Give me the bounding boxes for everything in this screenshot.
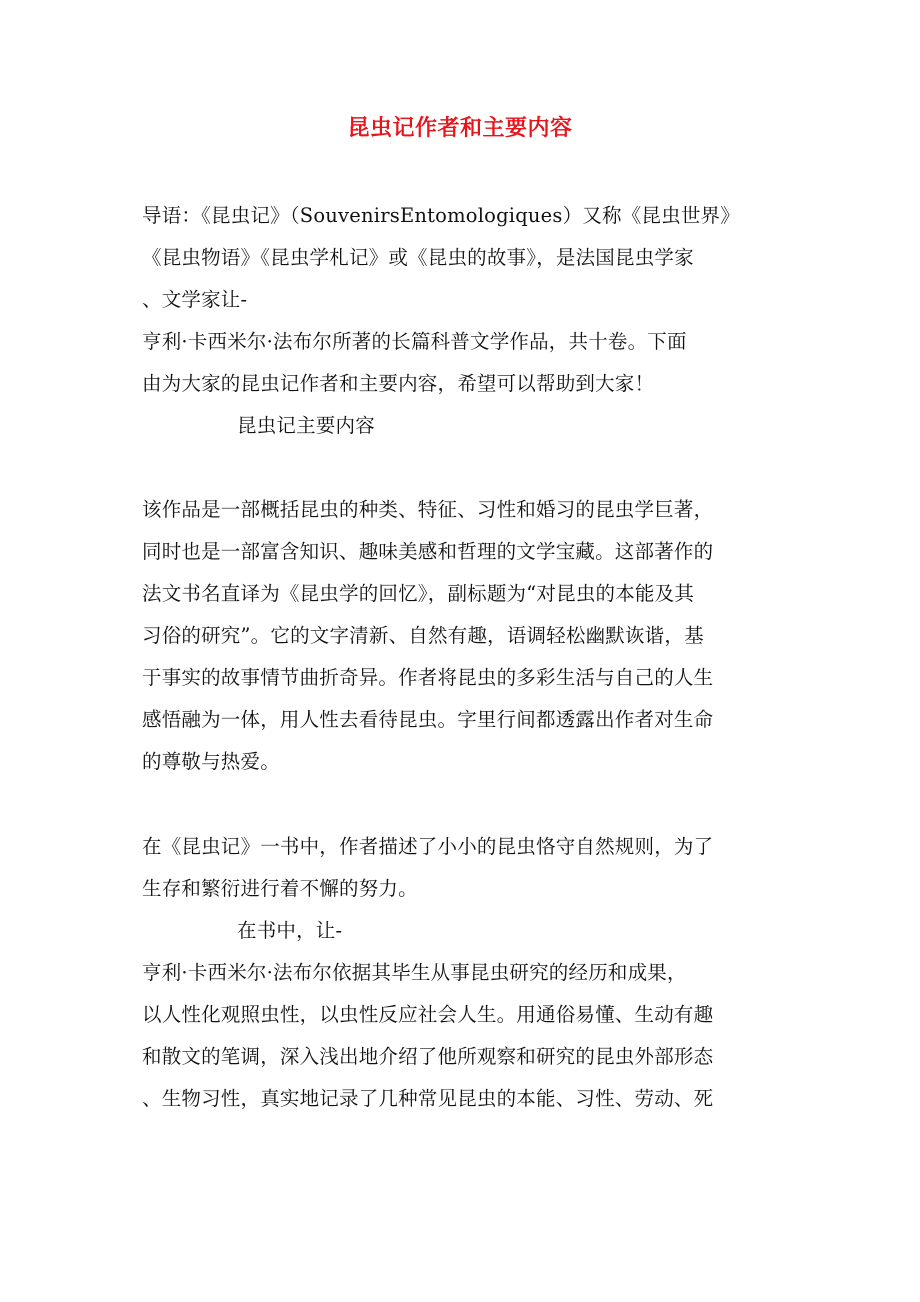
para1-line-6: 感悟融为一体，用人性去看待昆虫。字里行间都透露出作者对生命 bbox=[142, 708, 714, 731]
para2-line-2: 生存和繁衍进行着不懈的努力。 bbox=[142, 877, 418, 900]
para3-line-1: 在书中，让- bbox=[237, 919, 343, 942]
para2-line-1: 在《昆虫记》一书中，作者描述了小小的昆虫恪守自然规则，为了 bbox=[142, 835, 714, 858]
para1-line-7: 的尊敬与热爱。 bbox=[142, 750, 280, 773]
para1-line-2: 同时也是一部富含知识、趣味美感和哲理的文学宝藏。这部著作的 bbox=[142, 540, 714, 563]
intro-line-5: 由为大家的昆虫记作者和主要内容，希望可以帮助到大家！ bbox=[142, 372, 655, 395]
para1-line-5: 于事实的故事情节曲折奇异。作者将昆虫的多彩生活与自己的人生 bbox=[142, 666, 714, 689]
para3-line-5: 、生物习性，真实地记录了几种常见昆虫的本能、习性、劳动、死 bbox=[142, 1087, 714, 1110]
section-heading: 昆虫记主要内容 bbox=[237, 414, 375, 437]
para1-line-4: 习俗的研究”。它的文字清新、自然有趣，语调轻松幽默诙谐，基 bbox=[142, 624, 704, 647]
intro-line-1: 导语：《昆虫记》（SouvenirsEntomologiques）又称《昆虫世界》 bbox=[142, 204, 740, 227]
intro-line-2: 《昆虫物语》《昆虫学札记》或《昆虫的故事》，是法国昆虫学家 bbox=[142, 246, 694, 269]
para3-line-3: 以人性化观照虫性，以虫性反应社会人生。用通俗易懂、生动有趣 bbox=[142, 1003, 714, 1026]
document-title: 昆虫记作者和主要内容 bbox=[347, 115, 573, 141]
intro-line-3: 、文学家让- bbox=[142, 288, 248, 311]
para3-line-2: 亨利·卡西米尔·法布尔依据其毕生从事昆虫研究的经历和成果， bbox=[142, 961, 687, 984]
para3-line-4: 和散文的笔调，深入浅出地介绍了他所观察和研究的昆虫外部形态 bbox=[142, 1045, 714, 1068]
para1-line-3: 法文书名直译为《昆虫学的回忆》，副标题为“对昆虫的本能及其 bbox=[142, 582, 695, 605]
intro-line-4: 亨利·卡西米尔·法布尔所著的长篇科普文学作品，共十卷。下面 bbox=[142, 330, 687, 353]
para1-line-1: 该作品是一部概括昆虫的种类、特征、习性和婚习的昆虫学巨著， bbox=[142, 498, 714, 521]
